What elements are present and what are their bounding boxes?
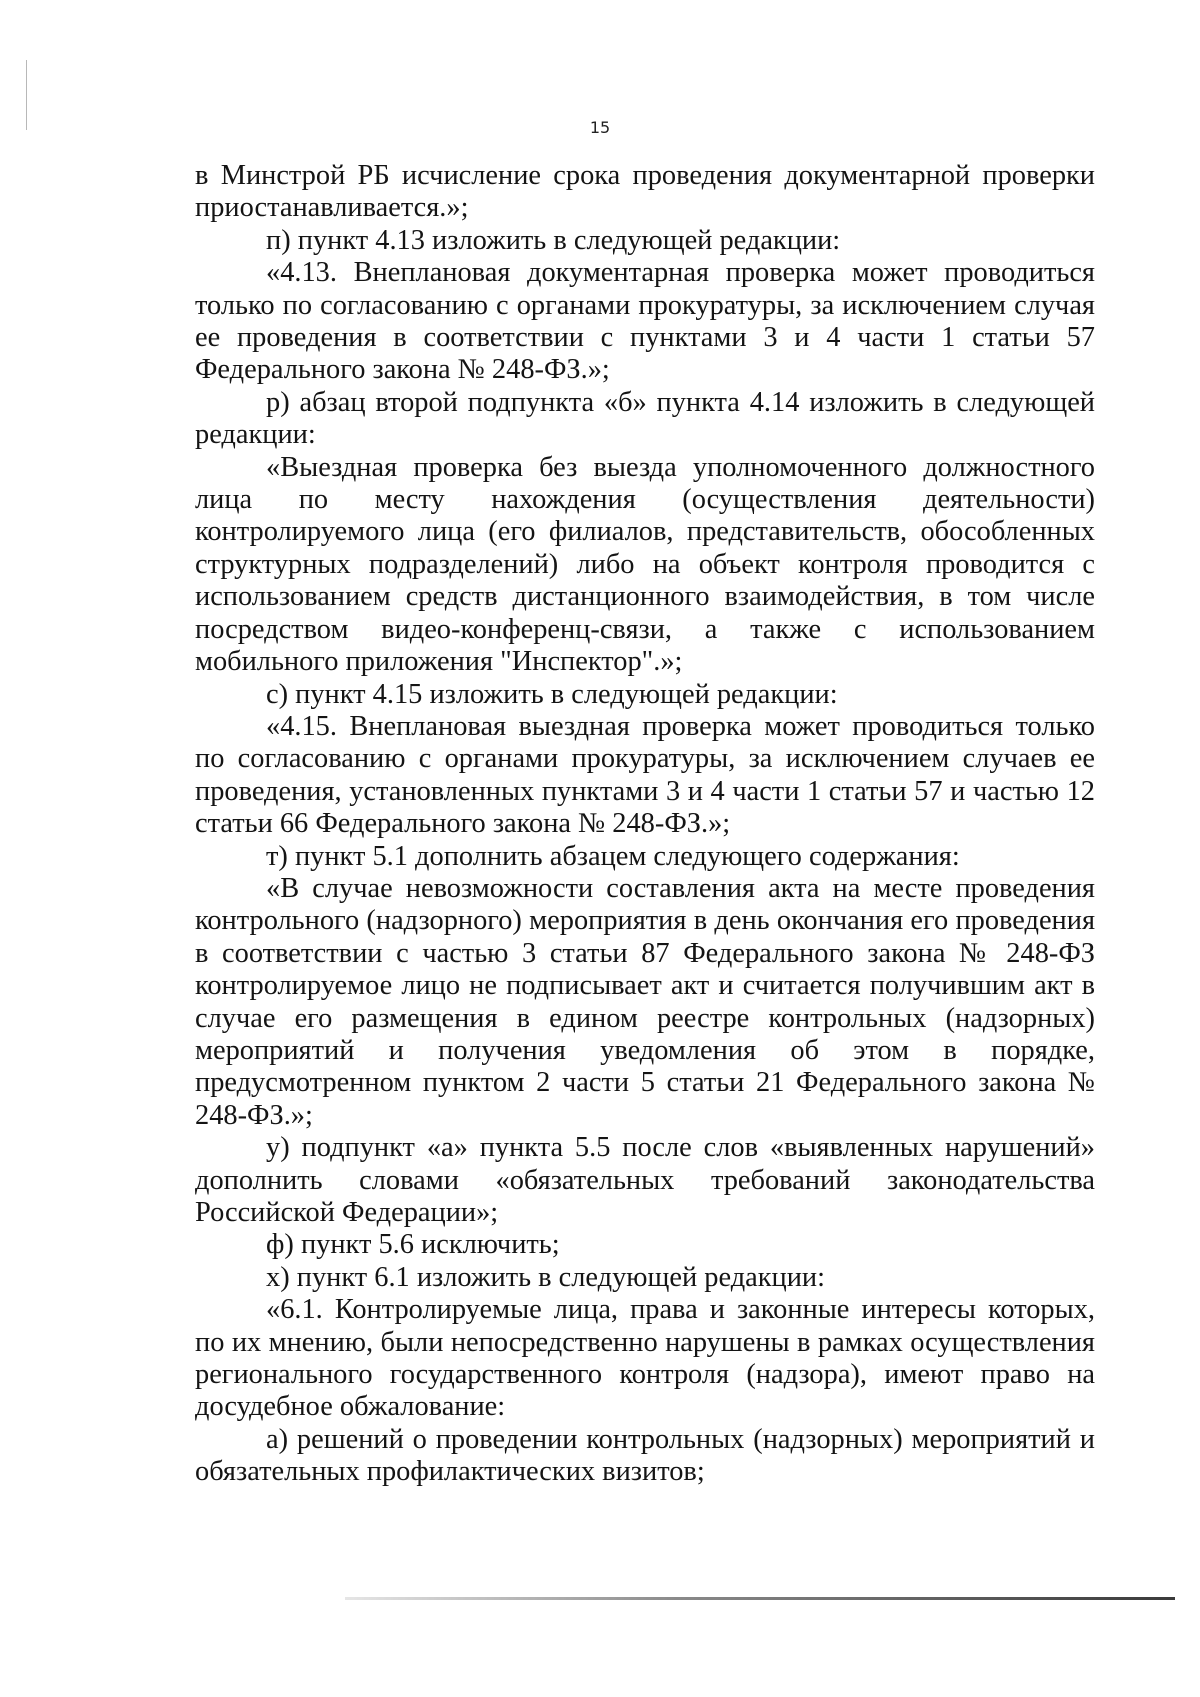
paragraph-1: в Минстрой РБ исчисление срока проведения документарной проверки приостанавливается.»; <box>195 160 1095 224</box>
paragraph-4: р) абзац второй подпункта «б» пункта 4.14 изложить в следующей редакции: <box>195 386 1095 451</box>
paragraph-8: т) пункт 5.1 дополнить абзацем следующего содержания: <box>266 840 960 872</box>
document-body <box>195 160 1095 1489</box>
paragraph-12: х) пункт 6.1 изложить в следующей редакции: <box>266 1261 825 1293</box>
paragraph-2: п) пункт 4.13 изложить в следующей редакции: <box>266 224 841 256</box>
paragraph-10: у) подпункт «а» пункта 5.5 после слов «выявленных нарушений» дополнить словами «обязательных требований законодательства Российской Федерации»; <box>195 1132 1095 1228</box>
paragraph-5: «Выездная проверка без выезда уполномоченного должностного лица по месту нахождения (осуществления деятельности) контролируемого лица (его филиалов, представительств, обособленных структурных подразделений) либо на объект контроля проводится с использованием средств дистанционного взаимодействия, в том числе посредством видео-конференц-связи, а также с использованием мобильного приложения "Инспектор".»; <box>195 451 1095 678</box>
paragraph-7: «4.15. Внеплановая выездная проверка может проводиться только по согласованию с органами прокуратуры, за исключением случаев ее проведения, установленных пунктами 3 и 4 части 1 статьи 57 и частью 12 статьи 66 Федерального закона № 248-ФЗ.»; <box>195 710 1095 840</box>
paragraph-13: «6.1. Контролируемые лица, права и законные интересы которых, по их мнению, были непосредственно нарушены в рамках осуществления регионального государственного контроля (надзора), имеют право на досудебное обжалование: <box>195 1294 1095 1423</box>
paragraph-11: ф) пункт 5.6 исключить; <box>266 1229 560 1261</box>
paragraph-9: «В случае невозможности составления акта на месте проведения контрольного (надзорного) мероприятия в день окончания его проведения в соответствии с частью 3 статьи 87 Федерального закона № 248-ФЗ контролируемое лицо не подписывает акт и считается получившим акт в случае его размещения в едином реестре контрольных (надзорных) мероприятий и получения уведомления об этом в порядке, предусмотренном пунктом 2 части 5 статьи 21 Федерального закона № 248-ФЗ.»; <box>195 872 1095 1131</box>
paragraph-14: а) решений о проведении контрольных (надзорных) мероприятий и обязательных профилактических визитов; <box>195 1423 1095 1488</box>
paragraph-3: «4.13. Внеплановая документарная проверка может проводиться только по согласованию с органами прокуратуры, за исключением случая ее проведения в соответствии с пунктами 3 и 4 части 1 статьи 57 Федерального закона № 248-ФЗ.»; <box>195 257 1095 386</box>
paragraph-6: с) пункт 4.15 изложить в следующей редакции: <box>266 678 838 710</box>
bottom-rule <box>345 1597 1175 1600</box>
page-number: 15 <box>589 118 611 137</box>
